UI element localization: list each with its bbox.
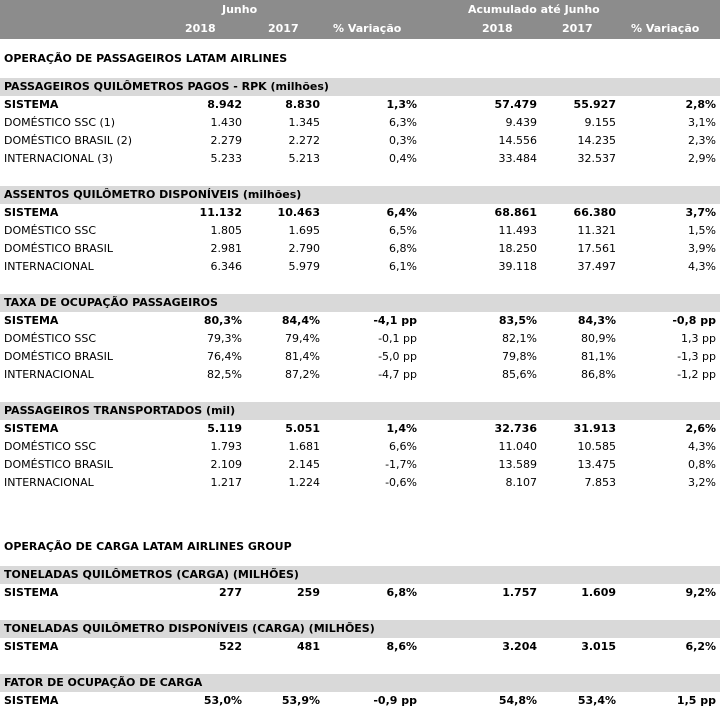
row-label: SISTEMA bbox=[4, 586, 59, 599]
table-row bbox=[0, 312, 720, 330]
row-label: DOMÉSTICO BRASIL (2) bbox=[4, 134, 133, 147]
cell-2017: 5.213 bbox=[288, 152, 320, 165]
section-title: TAXA DE OCUPAÇÃO PASSAGEIROS bbox=[4, 296, 218, 309]
cell-2018-ytd: 68.861 bbox=[494, 206, 537, 219]
section-title: FATOR DE OCUPAÇÃO DE CARGA bbox=[4, 676, 203, 689]
table-row bbox=[0, 420, 720, 438]
cell-2018: 8.942 bbox=[207, 98, 242, 111]
section-title: PASSAGEIROS TRANSPORTADOS (mil) bbox=[4, 404, 236, 417]
cell-2017-ytd: 10.585 bbox=[577, 440, 616, 453]
section-header-atk bbox=[0, 620, 720, 638]
table-header bbox=[0, 0, 720, 39]
cell-2017: 1.345 bbox=[288, 116, 320, 129]
section-header-passengers-transported bbox=[0, 402, 720, 420]
cell-2017-ytd: 81,1% bbox=[581, 350, 616, 363]
cell-2017-ytd: 53,4% bbox=[577, 694, 616, 707]
cell-2017-ytd: 9.155 bbox=[584, 116, 616, 129]
table-row bbox=[0, 222, 720, 240]
cell-2018-ytd: 11.040 bbox=[498, 440, 537, 453]
cell-2017: 81,4% bbox=[285, 350, 320, 363]
cell-2018-ytd: 54,8% bbox=[498, 694, 537, 707]
cell-2018: 1.793 bbox=[210, 440, 242, 453]
cell-variation-ytd: 3,9% bbox=[688, 242, 716, 255]
cell-variation: 1,4% bbox=[386, 422, 417, 435]
cell-2017: 1.695 bbox=[288, 224, 320, 237]
cell-variation: 6,3% bbox=[389, 116, 417, 129]
section-header-load-factor bbox=[0, 294, 720, 312]
cell-2017: 1.224 bbox=[288, 476, 320, 489]
cell-variation-ytd: 4,3% bbox=[688, 440, 716, 453]
section-title: TONELADAS QUILÔMETRO DISPONÍVEIS (CARGA) (MILHÕES) bbox=[4, 622, 375, 635]
cell-variation: 6,6% bbox=[389, 440, 417, 453]
cell-2018-ytd: 39.118 bbox=[498, 260, 537, 273]
cell-variation-ytd: 4,3% bbox=[688, 260, 716, 273]
header-period-month: Junho bbox=[222, 3, 258, 16]
cell-2017-ytd: 11.321 bbox=[577, 224, 616, 237]
cell-variation-ytd: 9,2% bbox=[685, 586, 716, 599]
cell-2017: 84,4% bbox=[281, 314, 320, 327]
cell-variation-ytd: 2,3% bbox=[688, 134, 716, 147]
cell-variation-ytd: -1,2 pp bbox=[677, 368, 716, 381]
section-title: ASSENTOS QUILÔMETRO DISPONÍVEIS (milhões) bbox=[4, 188, 302, 201]
cell-2017: 79,4% bbox=[285, 332, 320, 345]
row-label: DOMÉSTICO SSC bbox=[4, 440, 96, 453]
row-label: DOMÉSTICO BRASIL bbox=[4, 350, 113, 363]
table-row bbox=[0, 474, 720, 492]
row-label: DOMÉSTICO SSC bbox=[4, 332, 96, 345]
cell-2018: 1.217 bbox=[210, 476, 242, 489]
cell-variation-ytd: 0,8% bbox=[688, 458, 716, 471]
cell-variation-ytd: 3,7% bbox=[685, 206, 716, 219]
cell-variation: -0,6% bbox=[385, 476, 417, 489]
cell-variation-ytd: 2,6% bbox=[685, 422, 716, 435]
cell-2017: 2.272 bbox=[288, 134, 320, 147]
cell-2017: 2.790 bbox=[288, 242, 320, 255]
cell-variation: 6,8% bbox=[389, 242, 417, 255]
cell-2017-ytd: 3.015 bbox=[581, 640, 616, 653]
cell-variation: -1,7% bbox=[385, 458, 417, 471]
row-label: SISTEMA bbox=[4, 98, 59, 111]
cell-2018-ytd: 1.757 bbox=[502, 586, 537, 599]
table-row bbox=[0, 366, 720, 384]
cell-2017: 8.830 bbox=[285, 98, 320, 111]
cell-2018: 5.119 bbox=[207, 422, 242, 435]
cell-variation-ytd: 1,5 pp bbox=[676, 694, 716, 707]
cell-2017: 10.463 bbox=[277, 206, 320, 219]
header-col-2017: 2017 bbox=[268, 22, 299, 35]
cell-variation-ytd: 1,3 pp bbox=[681, 332, 716, 345]
cell-2018-ytd: 79,8% bbox=[502, 350, 537, 363]
cell-variation-ytd: -0,8 pp bbox=[672, 314, 716, 327]
cell-2017-ytd: 31.913 bbox=[573, 422, 616, 435]
cell-2017-ytd: 37.497 bbox=[577, 260, 616, 273]
table-row bbox=[0, 330, 720, 348]
cell-2018: 53,0% bbox=[203, 694, 242, 707]
cell-2017: 259 bbox=[297, 586, 320, 599]
cell-2017-ytd: 7.853 bbox=[584, 476, 616, 489]
row-label: DOMÉSTICO BRASIL bbox=[4, 242, 113, 255]
cell-2017-ytd: 1.609 bbox=[581, 586, 616, 599]
cell-variation: -0,9 pp bbox=[373, 694, 417, 707]
cargo-operations-title: OPERAÇÃO DE CARGA LATAM AIRLINES GROUP bbox=[4, 540, 292, 553]
row-label: SISTEMA bbox=[4, 694, 59, 707]
cell-2018: 79,3% bbox=[207, 332, 242, 345]
cell-2018: 82,5% bbox=[207, 368, 242, 381]
cell-2018: 2.279 bbox=[210, 134, 242, 147]
cell-2017-ytd: 86,8% bbox=[581, 368, 616, 381]
row-label: SISTEMA bbox=[4, 314, 59, 327]
table-row bbox=[0, 132, 720, 150]
cell-variation: 1,3% bbox=[386, 98, 417, 111]
cell-variation-ytd: 3,1% bbox=[688, 116, 716, 129]
cell-2017-ytd: 55.927 bbox=[573, 98, 616, 111]
cell-variation-ytd: -1,3 pp bbox=[677, 350, 716, 363]
cell-2018-ytd: 9.439 bbox=[505, 116, 537, 129]
section-title: PASSAGEIROS QUILÔMETROS PAGOS - RPK (milhões) bbox=[4, 80, 329, 93]
cell-2018-ytd: 33.484 bbox=[498, 152, 537, 165]
cell-variation: -4,1 pp bbox=[373, 314, 417, 327]
cell-2018-ytd: 83,5% bbox=[498, 314, 537, 327]
cell-variation: 6,1% bbox=[389, 260, 417, 273]
cell-variation: 0,3% bbox=[389, 134, 417, 147]
cell-2018-ytd: 11.493 bbox=[498, 224, 537, 237]
cell-variation: 0,4% bbox=[389, 152, 417, 165]
cell-2018-ytd: 13.589 bbox=[498, 458, 537, 471]
row-label: DOMÉSTICO SSC bbox=[4, 224, 96, 237]
cell-variation: -5,0 pp bbox=[378, 350, 417, 363]
cell-2018: 76,4% bbox=[207, 350, 242, 363]
table-row bbox=[0, 204, 720, 222]
table-row bbox=[0, 456, 720, 474]
header-period-ytd: Acumulado até Junho bbox=[468, 3, 600, 16]
cell-2017-ytd: 32.537 bbox=[577, 152, 616, 165]
cell-variation: 6,8% bbox=[386, 586, 417, 599]
table-row bbox=[0, 150, 720, 168]
cell-2017-ytd: 13.475 bbox=[577, 458, 616, 471]
row-label: DOMÉSTICO BRASIL bbox=[4, 458, 113, 471]
cell-2017: 5.979 bbox=[288, 260, 320, 273]
header-col-variation: % Variação bbox=[333, 22, 402, 35]
cell-variation: 8,6% bbox=[386, 640, 417, 653]
cell-variation: 6,4% bbox=[386, 206, 417, 219]
cell-variation-ytd: 2,9% bbox=[688, 152, 716, 165]
cell-2018: 11.132 bbox=[199, 206, 242, 219]
cell-2017-ytd: 14.235 bbox=[577, 134, 616, 147]
cell-2018: 2.109 bbox=[210, 458, 242, 471]
cell-2017: 1.681 bbox=[288, 440, 320, 453]
row-label: DOMÉSTICO SSC (1) bbox=[4, 116, 116, 129]
table-row bbox=[0, 114, 720, 132]
table-row bbox=[0, 584, 720, 602]
section-header-cargo-load-factor bbox=[0, 674, 720, 692]
cell-2018-ytd: 85,6% bbox=[502, 368, 537, 381]
cell-2018: 6.346 bbox=[210, 260, 242, 273]
cell-2018-ytd: 18.250 bbox=[498, 242, 537, 255]
row-label: INTERNACIONAL bbox=[4, 368, 94, 381]
header-col-2018-ytd: 2018 bbox=[482, 22, 513, 35]
header-col-variation-ytd: % Variação bbox=[631, 22, 700, 35]
table-row bbox=[0, 692, 720, 710]
cell-variation-ytd: 2,8% bbox=[685, 98, 716, 111]
section-title: TONELADAS QUILÔMETROS (CARGA) (MILHÕES) bbox=[4, 568, 299, 581]
cell-variation-ytd: 6,2% bbox=[685, 640, 716, 653]
row-label: SISTEMA bbox=[4, 206, 59, 219]
cell-2017: 5.051 bbox=[285, 422, 320, 435]
cell-2018: 2.981 bbox=[210, 242, 242, 255]
cell-2018: 5.233 bbox=[210, 152, 242, 165]
cell-2017-ytd: 80,9% bbox=[581, 332, 616, 345]
table-row bbox=[0, 638, 720, 656]
cell-2017: 53,9% bbox=[281, 694, 320, 707]
cell-2017: 481 bbox=[297, 640, 320, 653]
cell-2018-ytd: 82,1% bbox=[502, 332, 537, 345]
cell-2018-ytd: 14.556 bbox=[498, 134, 537, 147]
row-label: INTERNACIONAL bbox=[4, 260, 94, 273]
cell-2018: 1.805 bbox=[210, 224, 242, 237]
cell-2018-ytd: 57.479 bbox=[494, 98, 537, 111]
cell-2017: 87,2% bbox=[285, 368, 320, 381]
cell-2018-ytd: 8.107 bbox=[505, 476, 537, 489]
table-row bbox=[0, 348, 720, 366]
cell-2017-ytd: 66.380 bbox=[573, 206, 616, 219]
cell-2017-ytd: 84,3% bbox=[577, 314, 616, 327]
table-row bbox=[0, 438, 720, 456]
cell-2018: 522 bbox=[219, 640, 242, 653]
section-header-rpk bbox=[0, 78, 720, 96]
table-row bbox=[0, 258, 720, 276]
cell-variation: 6,5% bbox=[389, 224, 417, 237]
cell-2017-ytd: 17.561 bbox=[577, 242, 616, 255]
cell-2018: 1.430 bbox=[210, 116, 242, 129]
cell-variation-ytd: 3,2% bbox=[688, 476, 716, 489]
section-header-rtk bbox=[0, 566, 720, 584]
section-header-ask bbox=[0, 186, 720, 204]
cell-2017: 2.145 bbox=[288, 458, 320, 471]
cell-2018-ytd: 3.204 bbox=[502, 640, 537, 653]
row-label: INTERNACIONAL bbox=[4, 476, 94, 489]
header-col-2018: 2018 bbox=[185, 22, 216, 35]
cell-variation: -0,1 pp bbox=[378, 332, 417, 345]
cell-2018: 277 bbox=[219, 586, 242, 599]
table-row bbox=[0, 96, 720, 114]
row-label: SISTEMA bbox=[4, 640, 59, 653]
header-col-2017-ytd: 2017 bbox=[562, 22, 593, 35]
row-label: INTERNACIONAL (3) bbox=[4, 152, 113, 165]
cell-2018-ytd: 32.736 bbox=[494, 422, 537, 435]
row-label: SISTEMA bbox=[4, 422, 59, 435]
cell-2018: 80,3% bbox=[203, 314, 242, 327]
table-row bbox=[0, 240, 720, 258]
passenger-operations-title: OPERAÇÃO DE PASSAGEIROS LATAM AIRLINES bbox=[4, 52, 288, 65]
cell-variation: -4,7 pp bbox=[378, 368, 417, 381]
cell-variation-ytd: 1,5% bbox=[688, 224, 716, 237]
